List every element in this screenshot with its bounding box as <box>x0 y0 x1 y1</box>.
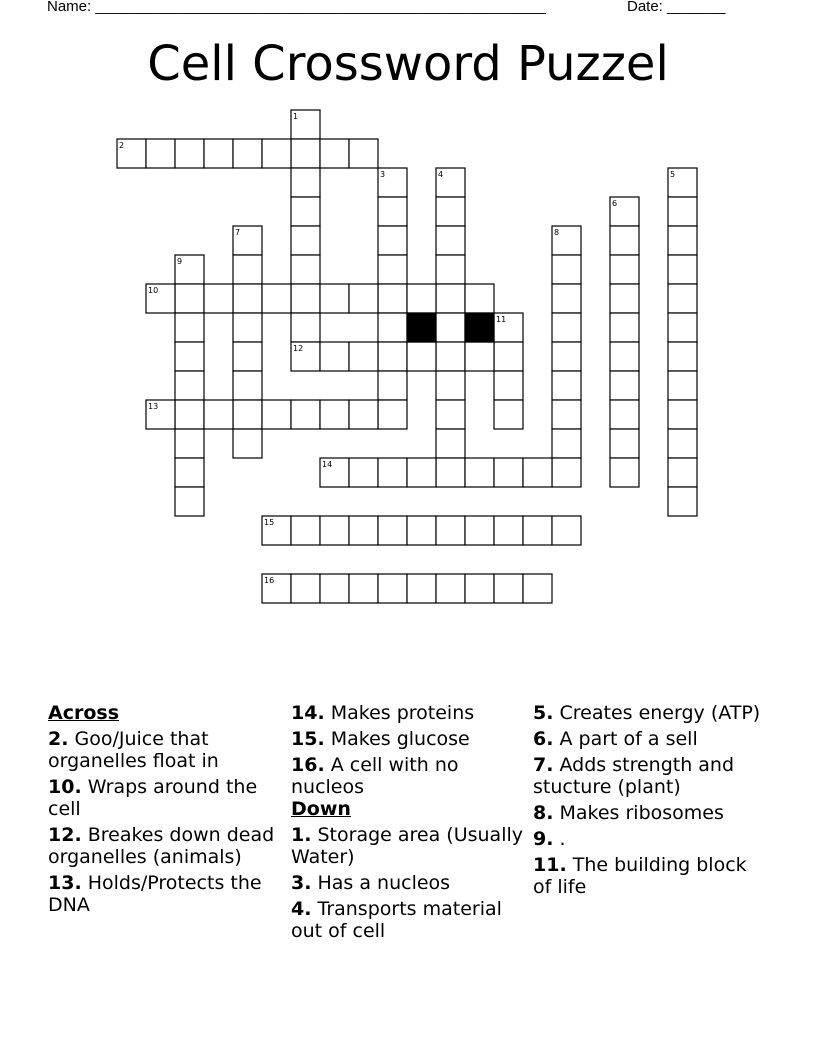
crossword-cell[interactable] <box>320 574 349 603</box>
crossword-cell[interactable] <box>494 516 523 545</box>
crossword-cell[interactable] <box>610 400 639 429</box>
crossword-cell[interactable] <box>552 458 581 487</box>
crossword-cell[interactable] <box>378 371 407 400</box>
crossword-cell[interactable] <box>552 400 581 429</box>
clue-down-7 <box>533 754 765 798</box>
crossword-cell[interactable] <box>175 429 204 458</box>
crossword-cell[interactable] <box>233 284 262 313</box>
crossword-cell[interactable] <box>465 574 494 603</box>
crossword-cell[interactable] <box>175 400 204 429</box>
crossword-cell[interactable] <box>436 516 465 545</box>
crossword-cell[interactable] <box>233 139 262 168</box>
crossword-cell[interactable] <box>668 400 697 429</box>
crossword-cell[interactable] <box>610 313 639 342</box>
crossword-cell[interactable] <box>378 516 407 545</box>
crossword-cell[interactable] <box>436 458 465 487</box>
crossword-cell[interactable] <box>465 284 494 313</box>
crossword-cell[interactable] <box>552 429 581 458</box>
crossword-cell[interactable] <box>291 139 320 168</box>
crossword-cell[interactable] <box>668 429 697 458</box>
clue-number-label: 11 <box>496 315 507 324</box>
crossword-cell[interactable] <box>349 400 378 429</box>
crossword-cell[interactable] <box>320 516 349 545</box>
crossword-black-cell <box>407 313 436 342</box>
clue-down-8 <box>533 802 765 824</box>
crossword-cell[interactable] <box>494 371 523 400</box>
clue-text: . <box>559 828 566 850</box>
crossword-cell[interactable] <box>610 342 639 371</box>
crossword-cell[interactable] <box>465 342 494 371</box>
across-heading: Across <box>48 702 120 724</box>
crossword-cell[interactable] <box>552 371 581 400</box>
crossword-cell[interactable] <box>610 226 639 255</box>
crossword-cell[interactable] <box>262 284 291 313</box>
clue-text: Breakes down dead organelles (animals) <box>48 824 275 868</box>
crossword-cell[interactable] <box>233 255 262 284</box>
crossword-cell[interactable] <box>262 400 291 429</box>
crossword-cell[interactable] <box>668 313 697 342</box>
crossword-cell[interactable] <box>291 574 320 603</box>
crossword-cell[interactable] <box>233 400 262 429</box>
clue-across-16 <box>291 754 523 798</box>
crossword-cell[interactable] <box>407 458 436 487</box>
crossword-cell[interactable] <box>610 371 639 400</box>
clue-text: A part of a sell <box>559 728 698 750</box>
crossword-cell[interactable] <box>494 342 523 371</box>
clue-number: 12. <box>48 824 82 846</box>
crossword-cell[interactable] <box>378 197 407 226</box>
crossword-cell[interactable] <box>436 574 465 603</box>
crossword-cell[interactable] <box>349 342 378 371</box>
crossword-cell[interactable] <box>668 197 697 226</box>
crossword-cell[interactable] <box>175 458 204 487</box>
crossword-cell[interactable] <box>494 400 523 429</box>
clue-down-4 <box>291 898 523 942</box>
crossword-cell[interactable] <box>291 284 320 313</box>
crossword-cell[interactable] <box>436 284 465 313</box>
clue-text: Makes glucose <box>330 728 470 750</box>
clue-number: 1. <box>291 824 312 846</box>
crossword-cell[interactable] <box>407 574 436 603</box>
crossword-cell[interactable] <box>291 197 320 226</box>
clue-text: Creates energy (ATP) <box>559 702 761 724</box>
clue-number-label: 6 <box>612 199 618 208</box>
crossword-cell[interactable] <box>349 458 378 487</box>
crossword-cell[interactable] <box>175 342 204 371</box>
clue-text: Goo/Juice that organelles float in <box>48 728 219 772</box>
crossword-cell[interactable] <box>378 255 407 284</box>
crossword-cell[interactable] <box>465 458 494 487</box>
crossword-cell[interactable] <box>436 429 465 458</box>
clue-column-1 <box>48 702 280 920</box>
crossword-cell[interactable] <box>523 458 552 487</box>
clue-number: 3. <box>291 872 312 894</box>
crossword-cell[interactable] <box>175 487 204 516</box>
crossword-cell[interactable] <box>523 516 552 545</box>
crossword-cell[interactable] <box>465 516 494 545</box>
crossword-cell[interactable] <box>378 313 407 342</box>
page-title: Cell Crossword Puzzel <box>147 36 669 92</box>
crossword-cell[interactable] <box>610 284 639 313</box>
crossword-cell[interactable] <box>204 139 233 168</box>
crossword-cell[interactable] <box>378 400 407 429</box>
crossword-cell[interactable] <box>175 313 204 342</box>
crossword-black-cell <box>465 313 494 342</box>
clue-number: 5. <box>533 702 554 724</box>
clue-number-label: 14 <box>322 460 333 469</box>
clue-text: Storage area (Usually Water) <box>291 824 523 868</box>
crossword-cell[interactable] <box>320 139 349 168</box>
clue-across-14 <box>291 702 523 724</box>
clue-number: 16. <box>291 754 325 776</box>
clue-text: A cell with no nucleos <box>291 754 459 798</box>
clue-text: Holds/Protects the DNA <box>48 872 262 916</box>
crossword-cell[interactable] <box>407 342 436 371</box>
crossword-cell[interactable] <box>204 400 233 429</box>
clue-number-label: 9 <box>177 257 183 266</box>
clue-text: Transports material out of cell <box>291 898 502 942</box>
crossword-cell[interactable] <box>291 255 320 284</box>
clue-across-12 <box>48 824 280 868</box>
clue-column-2 <box>291 702 523 946</box>
crossword-cell[interactable] <box>552 284 581 313</box>
clue-number-label: 5 <box>670 170 676 179</box>
clue-number: 10. <box>48 776 82 798</box>
crossword-cell[interactable] <box>291 226 320 255</box>
crossword-cell[interactable] <box>523 574 552 603</box>
crossword-cell[interactable] <box>233 429 262 458</box>
name-field[interactable]: Name: ______________________________________________________ <box>47 0 546 15</box>
crossword-cell[interactable] <box>552 313 581 342</box>
crossword-cell[interactable] <box>378 342 407 371</box>
crossword-cell[interactable] <box>668 371 697 400</box>
crossword-cell[interactable] <box>552 516 581 545</box>
crossword-cell[interactable] <box>349 284 378 313</box>
clue-number: 13. <box>48 872 82 894</box>
clue-number-label: 15 <box>264 518 275 527</box>
clue-number-label: 3 <box>380 170 386 179</box>
crossword-cell[interactable] <box>407 516 436 545</box>
crossword-cell[interactable] <box>320 400 349 429</box>
clue-across-13 <box>48 872 280 916</box>
crossword-cell[interactable] <box>291 400 320 429</box>
crossword-cell[interactable] <box>175 284 204 313</box>
crossword-cell[interactable] <box>349 516 378 545</box>
clue-number: 6. <box>533 728 554 750</box>
crossword-cell[interactable] <box>668 342 697 371</box>
clue-number-label: 8 <box>554 228 560 237</box>
crossword-cell[interactable] <box>378 284 407 313</box>
clue-down-5 <box>533 702 765 724</box>
crossword-cell[interactable] <box>610 429 639 458</box>
crossword-cell[interactable] <box>204 284 233 313</box>
clue-number-label: 1 <box>293 112 299 121</box>
clue-column-3 <box>533 702 765 902</box>
clue-text: Has a nucleos <box>317 872 451 894</box>
crossword-cell[interactable] <box>378 458 407 487</box>
clue-number: 15. <box>291 728 325 750</box>
clue-number: 7. <box>533 754 554 776</box>
crossword-cell[interactable] <box>407 284 436 313</box>
crossword-cell[interactable] <box>494 458 523 487</box>
crossword-cell[interactable] <box>291 313 320 342</box>
clue-down-1 <box>291 824 523 868</box>
crossword-cell[interactable] <box>378 574 407 603</box>
crossword-cell[interactable] <box>349 574 378 603</box>
crossword-cell[interactable] <box>233 371 262 400</box>
crossword-cell[interactable] <box>436 197 465 226</box>
crossword-cell[interactable] <box>436 255 465 284</box>
clue-down-6 <box>533 728 765 750</box>
clue-text: The building block of life <box>533 854 747 898</box>
clue-across-15 <box>291 728 523 750</box>
crossword-cell[interactable] <box>291 168 320 197</box>
crossword-cell[interactable] <box>291 516 320 545</box>
clue-down-9 <box>533 828 765 850</box>
crossword-cell[interactable] <box>146 139 175 168</box>
crossword-cell[interactable] <box>233 313 262 342</box>
crossword-cell[interactable] <box>378 226 407 255</box>
clue-number-label: 16 <box>264 576 275 585</box>
crossword-cell[interactable] <box>262 139 291 168</box>
crossword-cell[interactable] <box>320 342 349 371</box>
clue-text: Wraps around the cell <box>48 776 258 820</box>
crossword-cell[interactable] <box>668 487 697 516</box>
clue-down-3 <box>291 872 523 894</box>
crossword-cell[interactable] <box>233 342 262 371</box>
crossword-cell[interactable] <box>668 255 697 284</box>
down-heading: Down <box>291 798 351 820</box>
crossword-cell[interactable] <box>552 342 581 371</box>
clue-text: Adds strength and stucture (plant) <box>533 754 735 798</box>
clue-down-11 <box>533 854 765 898</box>
clue-number: 4. <box>291 898 312 920</box>
crossword-cell[interactable] <box>349 139 378 168</box>
clue-number-label: 7 <box>235 228 241 237</box>
clue-text: Makes proteins <box>330 702 475 724</box>
crossword-cell[interactable] <box>320 284 349 313</box>
clue-number: 9. <box>533 828 554 850</box>
crossword-cell[interactable] <box>552 255 581 284</box>
crossword-cell[interactable] <box>175 371 204 400</box>
clue-number-label: 12 <box>293 344 304 353</box>
date-field[interactable]: Date: _______ <box>627 0 726 15</box>
crossword-cell[interactable] <box>175 139 204 168</box>
clue-number: 11. <box>533 854 567 876</box>
crossword-cell[interactable] <box>668 284 697 313</box>
crossword-cell[interactable] <box>436 313 465 342</box>
crossword-cell[interactable] <box>610 255 639 284</box>
crossword-cell[interactable] <box>436 400 465 429</box>
crossword-cell[interactable] <box>436 342 465 371</box>
clue-number-label: 13 <box>148 402 159 411</box>
clue-number: 8. <box>533 802 554 824</box>
clue-number: 2. <box>48 728 69 750</box>
crossword-cell[interactable] <box>436 226 465 255</box>
clue-across-2 <box>48 728 280 772</box>
clue-number: 14. <box>291 702 325 724</box>
clue-across-10 <box>48 776 280 820</box>
crossword-cell[interactable] <box>494 574 523 603</box>
crossword-cell[interactable] <box>668 458 697 487</box>
crossword-cell[interactable] <box>436 371 465 400</box>
crossword-cell[interactable] <box>610 458 639 487</box>
crossword-cell[interactable] <box>668 226 697 255</box>
clue-number-label: 2 <box>119 141 125 150</box>
clue-number-label: 4 <box>438 170 444 179</box>
clue-number-label: 10 <box>148 286 159 295</box>
clue-text: Makes ribosomes <box>559 802 724 824</box>
